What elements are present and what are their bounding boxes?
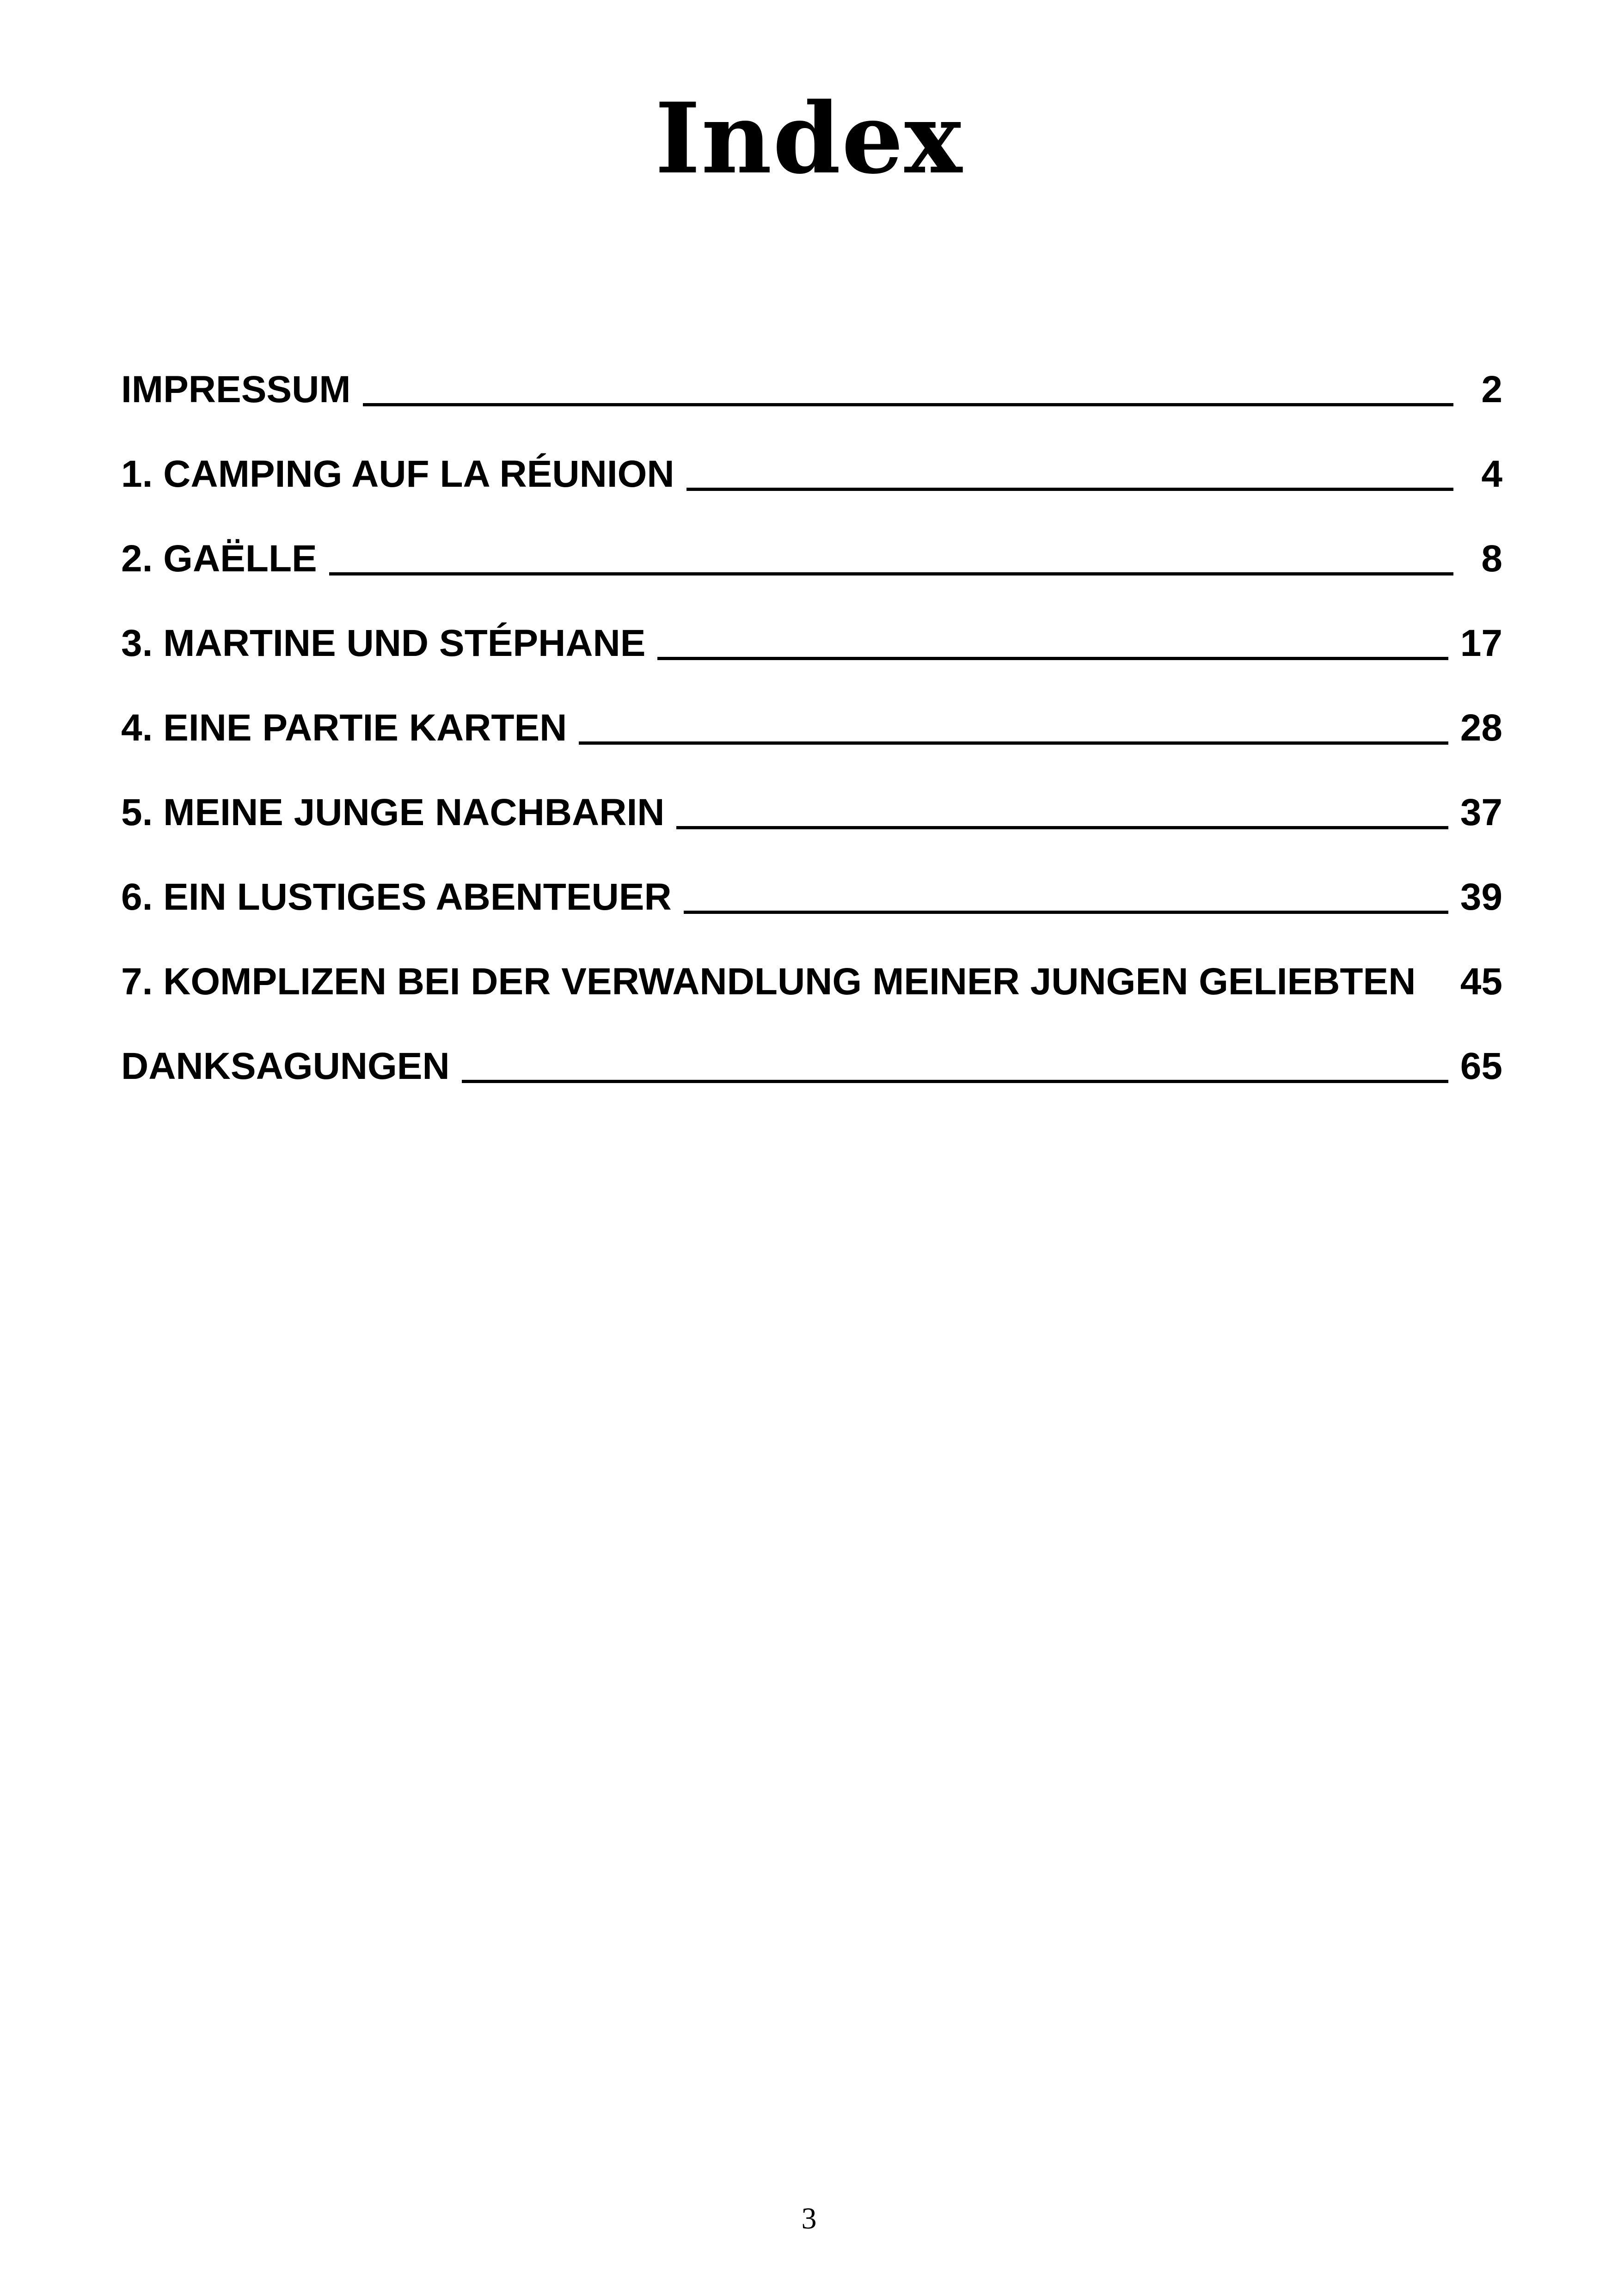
toc-entry-label: 2. GAËLLE <box>121 538 317 580</box>
toc-leader-line <box>363 403 1453 406</box>
toc-entry-impressum[interactable] <box>121 328 1502 413</box>
toc-entry-page: 45 <box>1460 961 1502 1003</box>
toc-entry-danksagungen[interactable] <box>121 1005 1502 1090</box>
table-of-contents <box>121 328 1502 1090</box>
toc-entry-chapter-6[interactable] <box>121 836 1502 920</box>
toc-entry-chapter-2[interactable] <box>121 497 1502 582</box>
page-number: 3 <box>801 2202 817 2235</box>
toc-entry-label: 4. EINE PARTIE KARTEN <box>121 707 567 749</box>
toc-entry-label: 3. MARTINE UND STÉPHANE <box>121 622 646 664</box>
toc-entry-label: 6. EIN LUSTIGES ABENTEUER <box>121 876 672 918</box>
toc-leader-line <box>657 657 1448 660</box>
toc-entry-label: 1. CAMPING AUF LA RÉUNION <box>121 453 674 495</box>
toc-entry-page: 28 <box>1460 707 1502 749</box>
toc-leader-line <box>579 741 1448 745</box>
toc-entry-page: 17 <box>1460 622 1502 664</box>
toc-entry-label: 5. MEINE JUNGE NACHBARIN <box>121 791 665 833</box>
toc-entry-page: 4 <box>1481 453 1502 495</box>
toc-entry-chapter-4[interactable] <box>121 667 1502 751</box>
toc-entry-chapter-3[interactable] <box>121 582 1502 667</box>
toc-entry-chapter-5[interactable] <box>121 751 1502 836</box>
toc-leader-line <box>462 1080 1448 1083</box>
toc-leader-line <box>684 911 1448 914</box>
toc-entry-chapter-1[interactable] <box>121 413 1502 497</box>
toc-entry-page: 65 <box>1460 1045 1502 1087</box>
toc-leader-line <box>676 826 1448 829</box>
toc-entry-page: 2 <box>1481 368 1502 410</box>
page-title: Index <box>655 81 963 196</box>
toc-entry-page: 39 <box>1460 876 1502 918</box>
toc-entry-label: DANKSAGUNGEN <box>121 1045 450 1087</box>
toc-leader-line <box>686 488 1453 491</box>
toc-entry-label: 7. KOMPLIZEN BEI DER VERWANDLUNG MEINER JUNGEN GELIEBTEN <box>121 961 1416 1003</box>
toc-entry-page: 37 <box>1460 791 1502 833</box>
toc-entry-page: 8 <box>1481 538 1502 580</box>
toc-entry-label: IMPRESSUM <box>121 368 351 410</box>
toc-entry-chapter-7[interactable] <box>121 920 1502 1005</box>
toc-leader-line <box>329 572 1453 576</box>
